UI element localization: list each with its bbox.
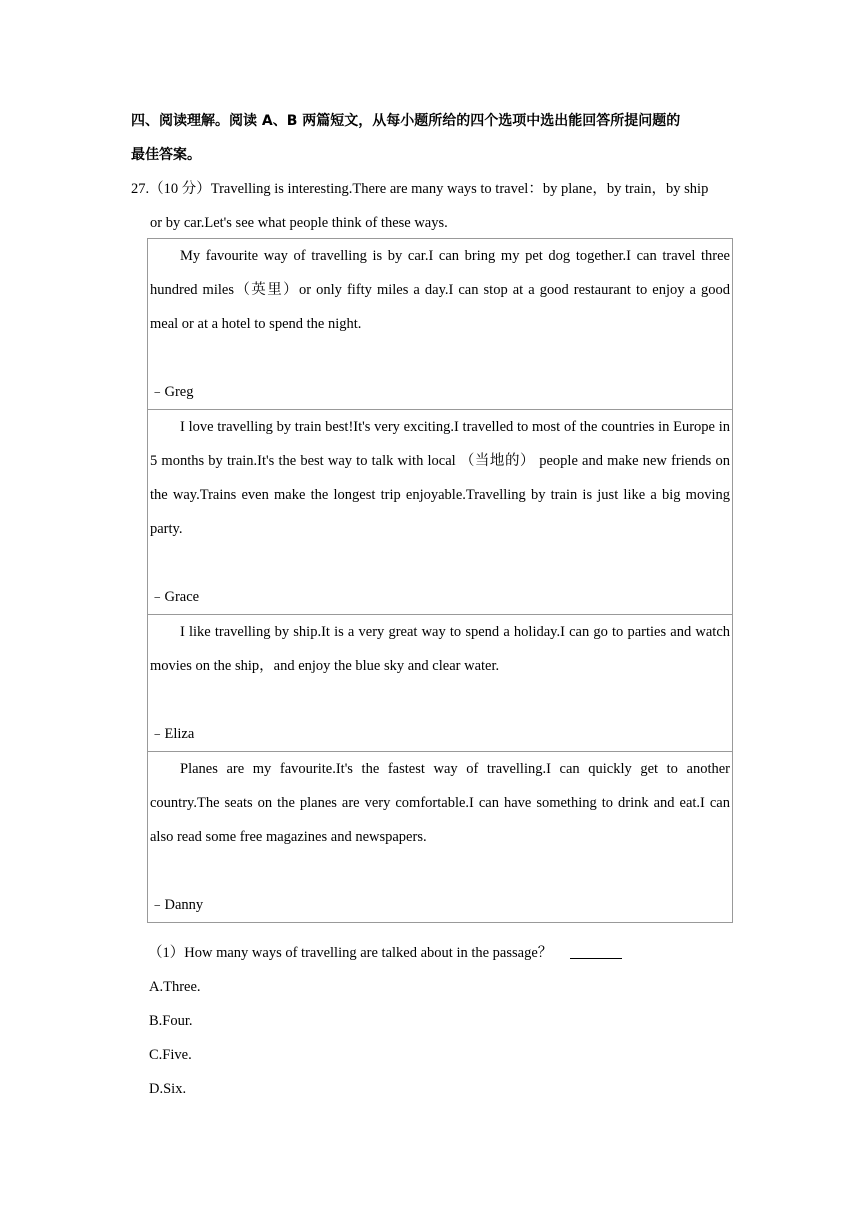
answer-options (149, 970, 201, 1106)
question-stem-line1: 27.（10 分）Travelling is interesting.There are many ways to travel：by plane，by train，by ship (131, 181, 709, 197)
passage-author: ﹣Greg (150, 384, 194, 400)
passage-cell-grace (148, 410, 733, 615)
answer-blank[interactable] (570, 944, 622, 959)
passage-cell-eliza (148, 615, 733, 752)
passage-cell-danny (148, 752, 733, 923)
passage-author: ﹣Danny (150, 897, 204, 913)
passage-row (148, 410, 733, 615)
passages-table (147, 238, 733, 923)
passage-text: Planes are my favourite.It's the fastest way of travelling.I can quickly get to another country.The seats on the planes are very comfortable.I can have something to drink and eat.I can also read some free magazines and newspapers. (150, 761, 730, 845)
sub-question-prompt: （1）How many ways of travelling are talked about in the passage？ (148, 945, 553, 961)
passage-text: My favourite way of travelling is by car.I can bring my pet dog together.I can travel three hundred miles（英里）or only fifty miles a day.I can stop at a good restaurant to enjoy a good meal or at a hotel to spend the night. (150, 248, 730, 332)
section-heading (131, 104, 731, 172)
option-c[interactable]: C.Five. (149, 1047, 192, 1063)
passage-cell-greg (148, 239, 733, 410)
passage-row (148, 239, 733, 410)
sub-question (148, 936, 748, 970)
passage-author: ﹣Grace (150, 589, 200, 605)
question-stem (131, 172, 731, 240)
passage-text: I love travelling by train best!It's very exciting.I travelled to most of the countries in Europe in 5 months by train.It's the best way to talk with local （当地的） people and make new friends on the way.Trains even make the longest trip enjoyable.Travelling by train is just like a big moving party. (150, 419, 730, 537)
option-a[interactable]: A.Three. (149, 979, 201, 995)
question-stem-line2: or by car.Let's see what people think of these ways. (150, 215, 448, 231)
option-d[interactable]: D.Six. (149, 1081, 187, 1097)
passage-text: I like travelling by ship.It is a very great way to spend a holiday.I can go to parties and watch movies on the ship，and enjoy the blue sky and clear water. (150, 624, 730, 674)
section-heading-line1: 四、阅读理解。阅读 A、B 两篇短文，从每小题所给的四个选项中选出能回答所提问题的 (131, 113, 681, 129)
passage-row (148, 752, 733, 923)
passage-row (148, 615, 733, 752)
section-heading-line2: 最佳答案。 (131, 147, 201, 163)
passage-author: ﹣Eliza (150, 726, 195, 742)
option-b[interactable]: B.Four. (149, 1013, 193, 1029)
